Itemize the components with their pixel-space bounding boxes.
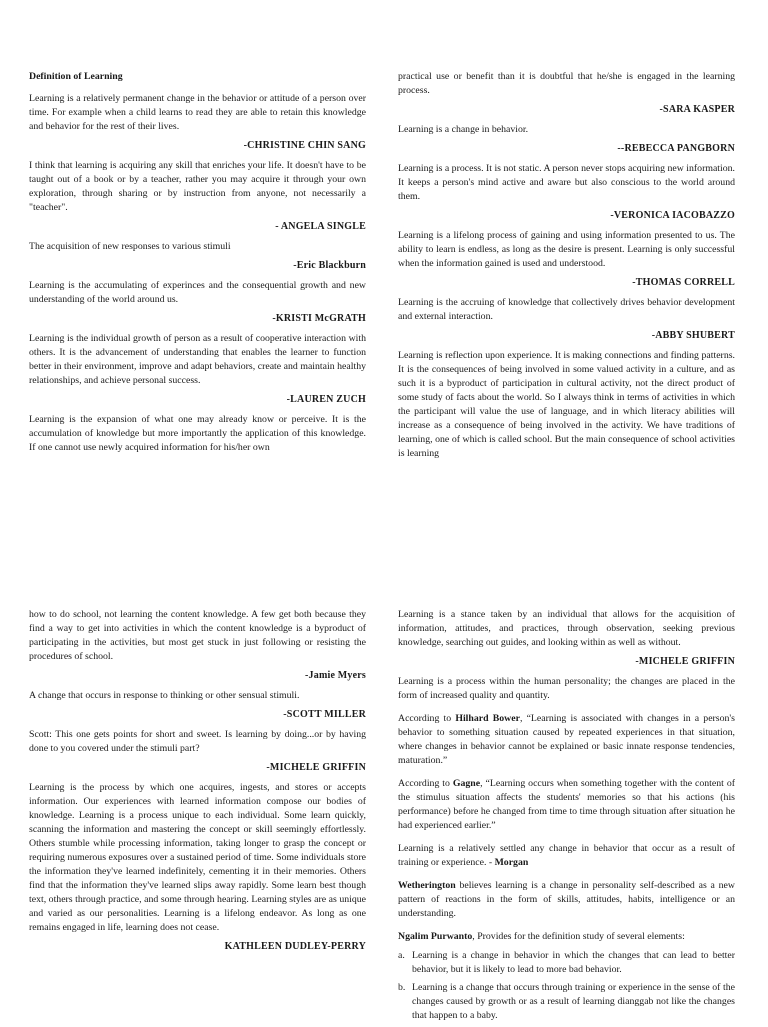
author-name: -Jamie Myers bbox=[305, 670, 366, 681]
author-name: -VERONICA IACOBAZZO bbox=[610, 210, 735, 221]
definition-text: Learning is the accumulating of experinces and the consequential growth and new understanding of the world around us. bbox=[29, 280, 366, 305]
author-name: KATHLEEN DUDLEY-PERRY bbox=[224, 941, 366, 952]
list-marker: b. bbox=[398, 982, 406, 993]
definition-text: practical use or benefit than it is doubtful that he/she is engaged in the learning process. bbox=[398, 71, 735, 96]
text-span: According to bbox=[398, 778, 453, 789]
author-name: -MICHELE GRIFFIN bbox=[635, 656, 735, 667]
definition-text: Learning is a change in behavior. bbox=[398, 124, 529, 135]
cited-author: Ngalim Purwanto bbox=[398, 931, 473, 942]
text-span: believes learning is a change in personality self-described as a new pattern of reactions in the form of skills, attitudes, habits, intelligence or an understanding. bbox=[398, 880, 735, 919]
text-span: Learning is a relatively settled any change in behavior that occur as a result of training or experience. - bbox=[398, 843, 735, 868]
bottom-left-column bbox=[29, 608, 366, 960]
text-span: , Provides for the definition study of several elements: bbox=[472, 931, 685, 942]
definition-text bbox=[398, 777, 735, 833]
list-item bbox=[398, 949, 735, 977]
definition-text: Learning is a lifelong process of gaining and using information presented to us. The ability to learn is endless, as long as the desire is present. Learning is only successful when the information gained is used and understood. bbox=[398, 230, 735, 269]
list-marker: a. bbox=[398, 950, 405, 961]
definition-text: Scott: This one gets points for short and sweet. Is learning by doing...or by having done to you covered under the stimuli part? bbox=[29, 729, 366, 754]
author-name: -ABBY SHUBERT bbox=[651, 330, 735, 341]
author-name: - ANGELA SINGLE bbox=[275, 221, 366, 232]
author-name: -SCOTT MILLER bbox=[283, 709, 366, 720]
list-item-text: Learning is a change that occurs through training or experience in the sense of the changes caused by growth or as a result of learning dianggab not like the changes that happen to a baby. bbox=[412, 982, 735, 1021]
list-item bbox=[398, 981, 735, 1023]
cited-author: Hilhard Bower bbox=[455, 713, 520, 724]
definition-text bbox=[398, 930, 735, 944]
definition-text: Learning is a relatively permanent change in the behavior or attitude of a person over time. For example when a child learns to read they are able to retain this knowledge and behavior for the rest of their lives. bbox=[29, 93, 366, 132]
definition-text: Learning is reflection upon experience. It is making connections and finding patterns. It is the consequences of being involved in some valued activity in a culture, and as such it is a byproduct of participation in cultural activity, not the direct product of some study of facts about the world. So I always think in terms of activities in which the participant will value the use of language, and in which literacy abilities will increase as a consequence of being involved in the activity. We have traditions of learning, one of which is called school. But the main consequence of school activities is learning bbox=[398, 350, 735, 459]
top-right-column bbox=[398, 70, 735, 470]
author-name: -CHRISTINE CHIN SANG bbox=[243, 140, 366, 151]
definition-text bbox=[398, 842, 735, 870]
definition-text bbox=[398, 712, 735, 768]
text-span: , “Learning occurs when something together with the content of the stimulus situation affects the students' memories so that his actions (his performance) before he changed from time to time through situation after situation he had experienced earlier.” bbox=[398, 778, 735, 831]
definition-text: Learning is a process. It is not static. A person never stops acquiring new information. It keeps a person's mind active and aware but also conscious to the world around them. bbox=[398, 163, 735, 202]
text-span: , “Learning is associated with changes in a person's behavior to something situation caused by repeated experiences in that situation, where changes in behavior cannot be explained or basic innate response tendencies, maturation.” bbox=[398, 713, 735, 766]
author-name: -SARA KASPER bbox=[659, 104, 735, 115]
definition-text: The acquisition of new responses to various stimuli bbox=[29, 241, 231, 252]
author-name: -THOMAS CORRELL bbox=[632, 277, 735, 288]
definition-text: how to do school, not learning the content knowledge. A few get both because they find a way to get into activities in which the content knowledge is a byproduct of participating in the activities, but most get stuck in just following or resisting the procedures of school. bbox=[29, 609, 366, 662]
cited-author: Wetherington bbox=[398, 880, 456, 891]
text-span: According to bbox=[398, 713, 456, 724]
definition-text: Learning is the expansion of what one may already know or perceive. It is the accumulation of knowledge but more importantly the application of this knowledge. If one cannot use newly acquired information for his/her own bbox=[29, 414, 366, 453]
definition-text bbox=[398, 879, 735, 921]
author-name: --REBECCA PANGBORN bbox=[617, 143, 735, 154]
top-left-column bbox=[29, 70, 366, 464]
cited-author: Gagne bbox=[452, 778, 481, 789]
author-name: -KRISTI McGRATH bbox=[272, 313, 366, 324]
definition-text: Learning is a process within the human personality; the changes are placed in the form of increased quality and quantity. bbox=[398, 676, 735, 701]
definition-text: Learning is the accruing of knowledge that collectively drives behavior development and external interaction. bbox=[398, 297, 735, 322]
definition-text: Learning is a stance taken by an individual that allows for the acquisition of information, attitudes, and practices, through observation, seeking previous knowledge, searching out guides, and looking within as well as without. bbox=[398, 609, 735, 648]
definition-text: Learning is the process by which one acquires, ingests, and stores or accepts information. Our experiences with learned information compose our bodies of knowledge. Learning is a process unique to each individual. Some learn quickly, scanning the information and mastering the concept or skill seemingly effortlessly. Others stumble while processing information, taking longer to grasp the concept or requiring numerous exposures over a sustained period of time. Some individuals store the information they've learned indefinitely, cementing it in their memories. Others find that the information they've learned slips away rapidly. Some learn best though text, others through practice, and some through hearing. Learning styles are as unique and varied as our personalities. Learning is a lifelong endeavor. As long as one remains engaged in life, learning does not cease. bbox=[29, 782, 366, 933]
author-name: -Eric Blackburn bbox=[293, 260, 366, 271]
definition-text: I think that learning is acquiring any skill that enriches your life. It doesn't have to be taught out of a book or by a teacher, rather you may acquire it through your own exploration, through sharing or by instruction from anyone, not necessarily a "teacher". bbox=[29, 160, 366, 213]
bottom-right-column bbox=[398, 608, 735, 1027]
cited-author: Morgan bbox=[494, 857, 529, 868]
definition-text: A change that occurs in response to thinking or other sensual stimuli. bbox=[29, 690, 300, 701]
list-item-text: Learning is a change in behavior in which the changes that can lead to better behavior, but it is likely to lead to more bad behavior. bbox=[412, 950, 735, 975]
author-name: -MICHELE GRIFFIN bbox=[266, 762, 366, 773]
author-name: -LAUREN ZUCH bbox=[286, 394, 366, 405]
definition-text: Learning is the individual growth of person as a result of cooperative interaction with others. It is the advancement of understanding that enables the learner to function better in their environment, improve and adapt behaviors, create and maintain healthy relationships, and achieve personal success. bbox=[29, 333, 366, 386]
page-heading: Definition of Learning bbox=[29, 71, 123, 82]
